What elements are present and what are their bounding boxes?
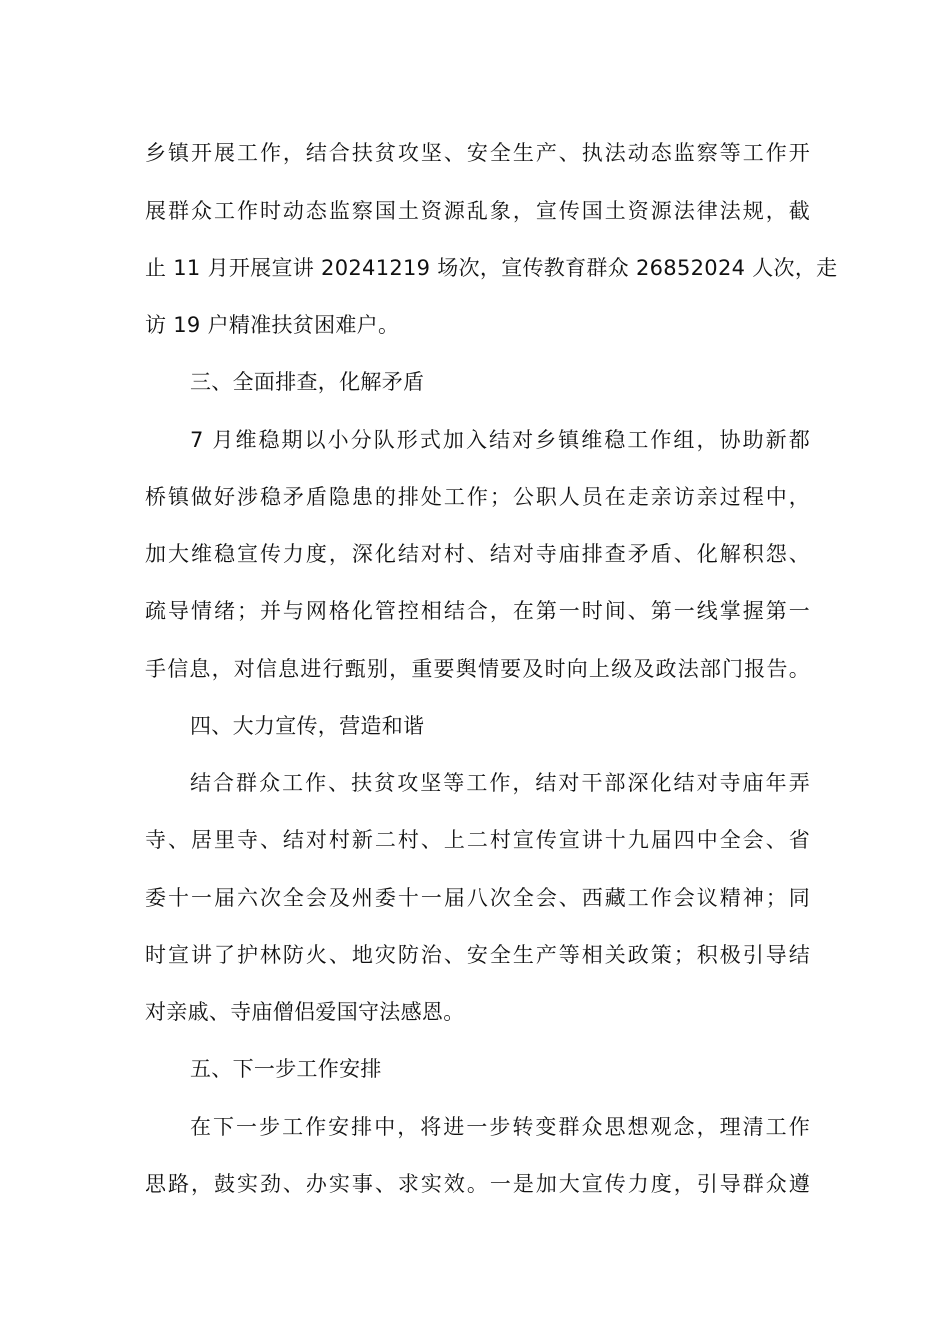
section-heading-4: 四、大力宣传，营造和谐 (190, 714, 425, 738)
section-heading-3: 三、全面排查，化解矛盾 (190, 370, 425, 394)
paragraph-line: 乡镇开展工作，结合扶贫攻坚、安全生产、执法动态监察等工作开 (145, 141, 810, 165)
paragraph-line: 桥镇做好涉稳矛盾隐患的排处工作；公职人员在走亲访亲过程中， (145, 485, 810, 509)
paragraph-line: 对亲戚、寺庙僧侣爱国守法感恩。 (145, 1000, 465, 1024)
paragraph-line: 寺、居里寺、结对村新二村、上二村宣传宣讲十九届四中全会、省 (145, 828, 810, 852)
paragraph-line: 展群众工作时动态监察国土资源乱象，宣传国土资源法律法规，截 (145, 199, 810, 223)
paragraph-line: 在下一步工作安排中，将进一步转变群众思想观念，理清工作 (190, 1115, 810, 1139)
section-heading-5: 五、下一步工作安排 (190, 1057, 382, 1081)
paragraph-line: 7 月维稳期以小分队形式加入结对乡镇维稳工作组，协助新都 (190, 428, 810, 452)
paragraph-line: 思路，鼓实劲、办实事、求实效。一是加大宣传力度，引导群众遵 (145, 1172, 810, 1196)
paragraph-line: 手信息，对信息进行甄别，重要舆情要及时向上级及政法部门报告。 (145, 657, 810, 681)
paragraph-line: 访 19 户精准扶贫困难户。 (145, 313, 400, 337)
paragraph-line: 加大维稳宣传力度，深化结对村、结对寺庙排查矛盾、化解积怨、 (145, 542, 810, 566)
paragraph-line: 结合群众工作、扶贫攻坚等工作，结对干部深化结对寺庙年弄 (190, 771, 810, 795)
paragraph-line: 疏导情绪；并与网格化管控相结合，在第一时间、第一线掌握第一 (145, 599, 810, 623)
paragraph-line: 委十一届六次全会及州委十一届八次全会、西藏工作会议精神；同 (145, 886, 810, 910)
paragraph-line: 时宣讲了护林防火、地灾防治、安全生产等相关政策；积极引导结 (145, 943, 810, 967)
paragraph-line: 止 11 月开展宣讲 20241219 场次，宣传教育群众 26852024 人次，走 (145, 256, 838, 280)
